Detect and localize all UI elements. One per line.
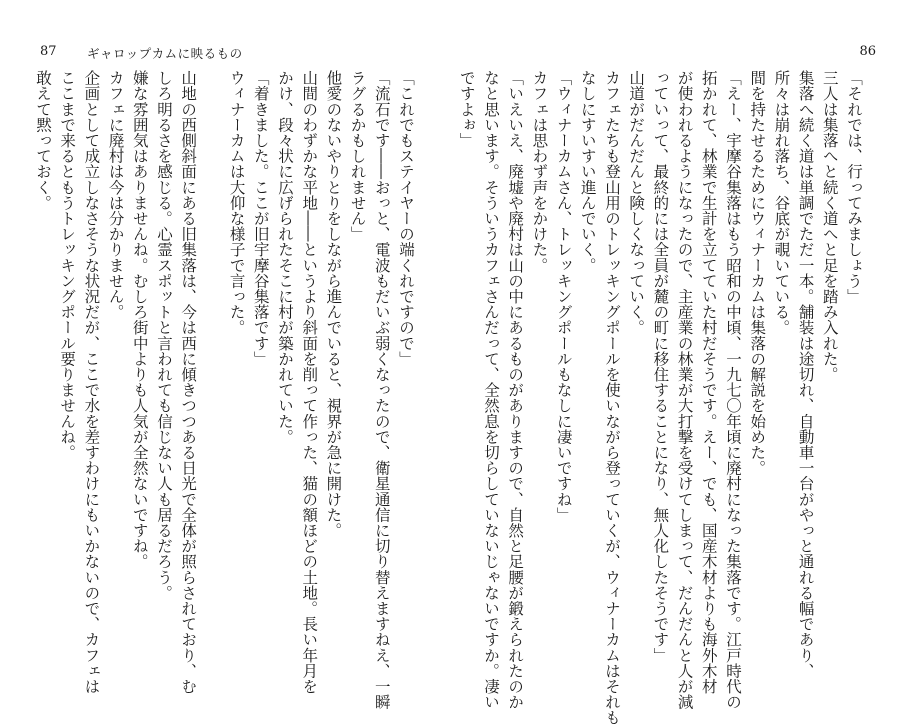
text-line: が使われるようになったので、主産業の林業が大打撃を受けてしまって、だんだんと人が減 — [675, 70, 694, 710]
text-line: 「流石です――おっと、電波もだいぶ弱くなったので、衛星通信に切り替えますねえ、一瞬 — [372, 70, 391, 710]
right-page-body-text — [457, 70, 866, 725]
left-page-body-text — [23, 70, 418, 710]
text-line: 三人は集落へと続く道へと足を踏み入れた。 — [820, 70, 839, 382]
text-line: 山地の西側斜面にある旧集落は、今は西に傾きつつある日光で全体が照らされており、む — [179, 70, 198, 694]
text-line: っていって、最終的には全員が麓の町に移住することになり、無人化したそうです」 — [651, 70, 670, 663]
text-line: 「ウィナーカムさん、トレッキングポールもなしに凄いですね」 — [554, 70, 573, 523]
page-number: 86 — [859, 44, 876, 59]
text-line — [200, 70, 224, 582]
text-line: 敢えて黙っておく。 — [33, 70, 52, 211]
text-line: 「えー、宇摩谷集落はもう昭和の中頃、一九七〇年頃に廃村になった集落です。江戸時代の — [723, 70, 742, 710]
text-line: しろ明るさを感じる。心霊スポットと言われても信じない人も居るだろう。 — [154, 70, 173, 601]
text-line: 所々は崩れ落ち、谷底が覗いている。 — [772, 70, 791, 336]
text-line: 「着きました。ここが旧宇摩谷集落です」 — [251, 70, 270, 367]
text-line: なと思います。そういうカフェさんだって、全然息を切らしていないじゃないですか。凄い — [481, 70, 500, 710]
text-line: 山間のわずかな平地――というより斜面を削って作った、猫の額ほどの土地。長い年月を — [300, 70, 319, 694]
text-line: 他愛のないやりとりをしながら進んでいると、視界が急に開けた。 — [324, 70, 343, 538]
text-line: 間を持たせるためにウィナーカムは集落の解説を始めた。 — [748, 70, 767, 476]
text-line: ですよぉ」 — [457, 70, 476, 148]
text-line: 集落へ続く道は単調でただ一本。舗装は途切れ、自動車一台がやっと通れる幅であり、 — [796, 70, 815, 679]
text-line: カフェは思わず声をかけた。 — [530, 70, 549, 273]
text-line: 企画として成立しなさそうな状況だが、ここで水を差すわけにもいかないので、カフェは — [82, 70, 101, 694]
text-line: ここまで来るともうトレッキングポール要りませんね。 — [58, 70, 77, 460]
right-page — [450, 0, 900, 725]
text-line: 「これでもステイヤーの端くれですので」 — [397, 70, 415, 367]
left-page — [0, 0, 450, 710]
text-line: 山道がだんだんと険しくなっていく。 — [627, 70, 646, 336]
text-line: カフェたちも登山用のトレッキングポールを使いながら登っていくが、ウィナーカムはそれも — [602, 70, 621, 725]
text-line: ラグるかもしれません」 — [348, 70, 367, 242]
running-title: ギャロップカムに映るもの — [87, 46, 243, 61]
page-number: 87 — [40, 44, 57, 59]
text-line: ウィナーカムは大仰な様子で言った。 — [227, 70, 246, 336]
text-line: 嫌な雰囲気はありませんね。むしろ街中よりも人気が全然ないですね。 — [130, 70, 149, 570]
text-line: 拓かれて、林業で生計を立てていた村だそうです。えー、でも、国産木材よりも海外木材 — [699, 70, 718, 694]
text-line: 「それでは、行ってみましょう」 — [845, 70, 863, 304]
text-line: カフェに廃村は今は分かりません。 — [106, 70, 125, 320]
text-line: なしにすいすい進んでいく。 — [578, 70, 597, 273]
text-line: 「いえいえ、廃墟や廃村は山の中にあるものがありますので、自然と足腰が鍛えられたのか — [506, 70, 525, 710]
text-line: かけ、段々状に広げられたそこに村が築かれていた。 — [275, 70, 294, 445]
